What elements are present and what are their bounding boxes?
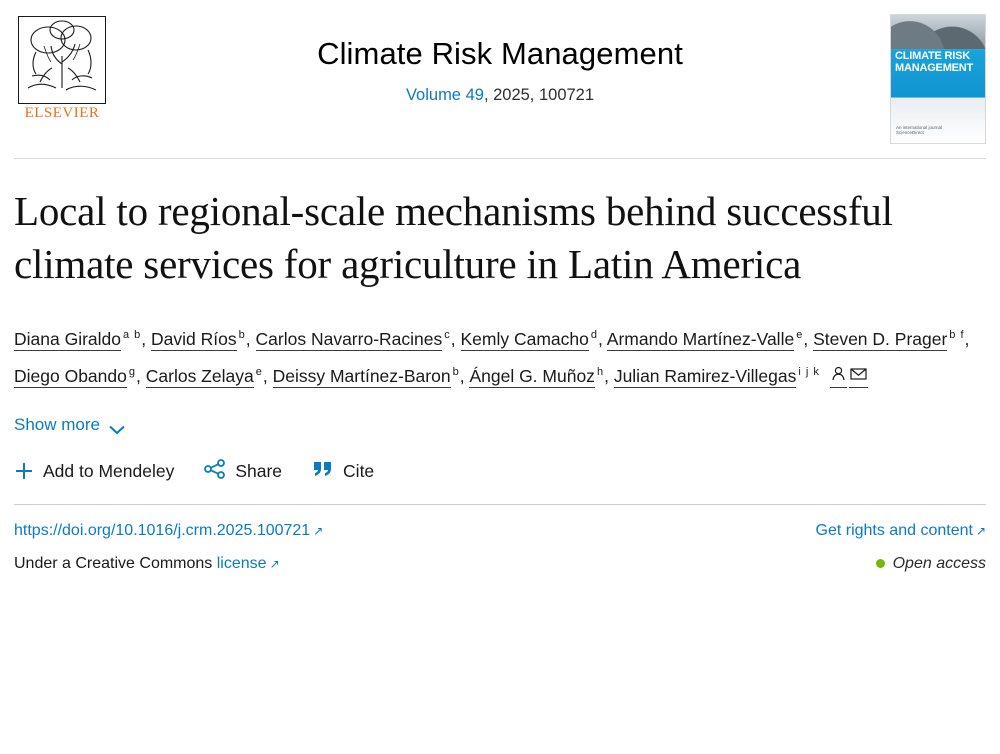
license-link[interactable]: [217, 555, 280, 572]
open-access-dot-icon: [876, 559, 885, 568]
get-rights-and-content-link[interactable]: [816, 522, 987, 540]
author-affiliation: a b: [123, 329, 142, 341]
author-separator: ,: [803, 328, 809, 349]
journal-issue-meta: [110, 86, 890, 105]
author-separator: ,: [262, 365, 268, 386]
author-name[interactable]: David Ríos: [151, 328, 237, 349]
author-item[interactable]: [469, 366, 604, 386]
license-prefix: Under a Creative Commons: [14, 554, 213, 572]
add-to-mendeley-label: Add to Mendeley: [43, 460, 175, 481]
chevron-down-icon: [109, 420, 123, 429]
author-item[interactable]: [813, 329, 964, 349]
author-item[interactable]: [151, 329, 246, 349]
license-row: [14, 555, 986, 573]
author-affiliation: b: [452, 365, 460, 378]
open-access-label: Open access: [892, 554, 986, 572]
volume-link[interactable]: Volume 49: [405, 86, 484, 104]
cover-mountain-art: [891, 15, 985, 49]
author-contact-icons[interactable]: [830, 360, 870, 393]
author-list: [14, 319, 986, 393]
quote-icon: [312, 460, 334, 483]
author-name[interactable]: Carlos Zelaya: [145, 365, 254, 386]
author-name[interactable]: Julian Ramirez-Villegas: [613, 365, 797, 386]
author-person-icon[interactable]: [830, 366, 847, 389]
show-more-button[interactable]: [14, 415, 123, 435]
author-separator: ,: [598, 328, 603, 349]
author-affiliation: b: [238, 329, 246, 341]
journal-header: [14, 0, 986, 148]
author-item[interactable]: [607, 329, 804, 349]
author-affiliation: i j k: [798, 365, 820, 378]
author-item[interactable]: [461, 329, 599, 349]
cover-footer: [896, 125, 980, 139]
journal-cover-image[interactable]: [890, 14, 986, 144]
author-item[interactable]: [146, 366, 263, 386]
author-name[interactable]: Diego Obando: [14, 365, 127, 386]
author-affiliation: h: [596, 365, 605, 378]
cover-title: CLIMATE RISK MANAGEMENT: [895, 50, 974, 74]
author-affiliation: g: [128, 365, 136, 378]
author-separator: ,: [141, 328, 147, 349]
author-separator: ,: [245, 328, 251, 349]
cover-footer-line-1: An international journal: [896, 125, 943, 130]
doi-text: https://doi.org/10.1016/j.crm.2025.100721: [14, 521, 311, 539]
author-item[interactable]: [614, 366, 820, 386]
author-name[interactable]: Steven D. Prager: [813, 328, 948, 349]
article-actions: [14, 459, 986, 484]
author-separator: ,: [450, 328, 456, 349]
author-name[interactable]: Armando Martínez-Valle: [606, 328, 795, 349]
header-divider: [14, 158, 986, 159]
author-item[interactable]: [273, 366, 460, 386]
author-name[interactable]: Ángel G. Muñoz: [469, 365, 595, 386]
open-access-badge: [876, 555, 986, 573]
author-name[interactable]: Diana Giraldo: [14, 328, 121, 349]
show-more-label: Show more: [14, 414, 100, 434]
add-to-mendeley-button[interactable]: [14, 461, 174, 482]
cite-label: Cite: [343, 460, 375, 481]
author-name[interactable]: Deissy Martínez-Baron: [272, 365, 451, 386]
author-separator: ,: [136, 365, 141, 386]
author-affiliation: d: [590, 329, 599, 341]
doi-row: [14, 522, 986, 540]
publisher-name: ELSEVIER: [24, 105, 100, 121]
share-label: Share: [235, 460, 283, 481]
plus-icon: [14, 461, 34, 481]
elsevier-tree-logo-icon: [18, 16, 106, 104]
author-separator: ,: [459, 365, 465, 386]
license-text: [14, 555, 280, 573]
journal-meta-rest: , 2025, 100721: [483, 86, 595, 104]
author-item[interactable]: [14, 366, 136, 386]
publisher-logo[interactable]: [14, 12, 110, 122]
doi-link[interactable]: [14, 522, 323, 540]
author-name[interactable]: Kemly Camacho: [460, 328, 589, 349]
author-affiliation: e: [796, 329, 804, 341]
page-title: Local to regional-scale mechanisms behind successful climate services for agriculture in Latin America: [14, 188, 893, 287]
journal-title-block: [110, 12, 890, 105]
share-button[interactable]: [204, 459, 282, 484]
cover-footer-line-2: ScienceDirect: [896, 130, 924, 135]
share-icon: [204, 459, 226, 484]
actions-divider: [14, 504, 986, 505]
journal-title[interactable]: Climate Risk Management: [317, 36, 683, 71]
author-affiliation: e: [255, 365, 263, 378]
author-separator: ,: [604, 365, 609, 386]
external-link-icon: ↗: [269, 556, 280, 571]
get-rights-label: Get rights and content: [815, 521, 973, 539]
license-link-label: license: [216, 554, 267, 572]
author-separator: ,: [964, 328, 970, 349]
cite-button[interactable]: [312, 460, 374, 483]
external-link-icon: ↗: [975, 523, 986, 538]
author-item[interactable]: [14, 329, 141, 349]
author-affiliation: c: [444, 329, 451, 341]
external-link-icon: ↗: [313, 523, 324, 538]
author-item[interactable]: [256, 329, 451, 349]
author-affiliation: b f: [949, 329, 965, 341]
author-email-icon[interactable]: [849, 366, 868, 389]
author-name[interactable]: Carlos Navarro-Racines: [255, 328, 443, 349]
